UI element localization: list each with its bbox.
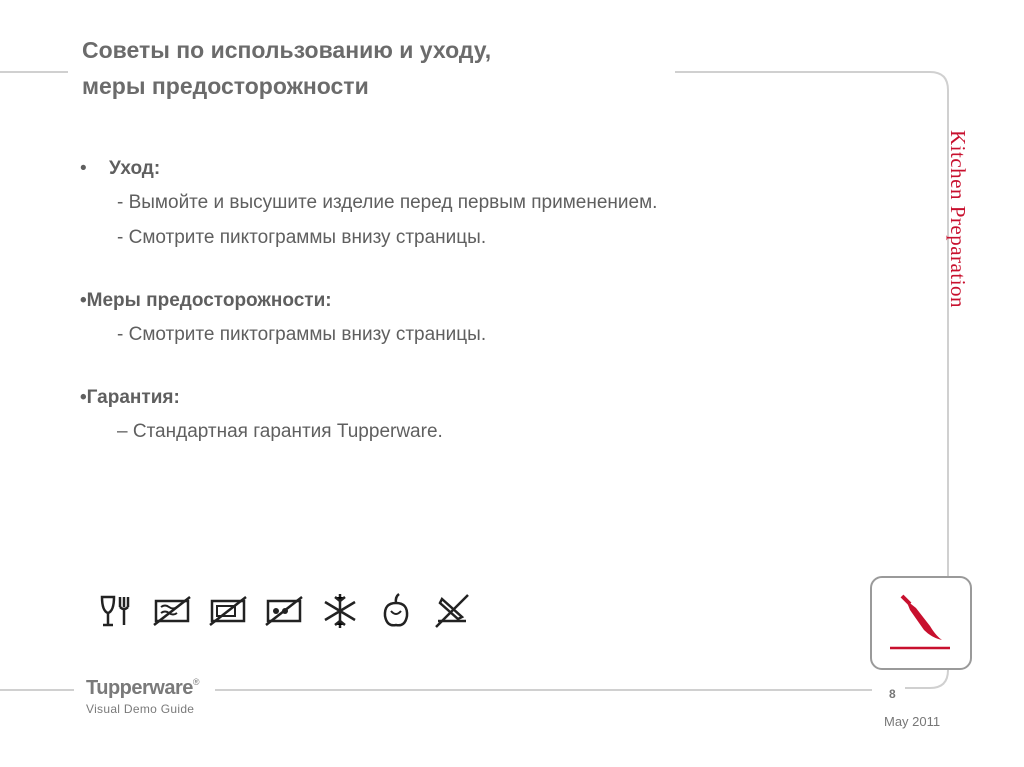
care-item-2: - Смотрите пиктограммы внизу страницы.	[117, 227, 487, 248]
warranty-item-1: – Стандартная гарантия Tupperware.	[117, 421, 443, 442]
freezer-icon	[312, 588, 368, 634]
precautions-heading: •Меры предосторожности:	[80, 290, 332, 311]
no-microwave-icon	[144, 588, 200, 634]
page-number: 8	[889, 687, 896, 701]
no-cut-icon	[424, 588, 480, 634]
knife-icon	[870, 576, 972, 670]
warranty-heading: •Гарантия:	[80, 387, 180, 408]
slide-title	[82, 32, 682, 104]
section-label: Kitchen Preparation	[946, 130, 970, 309]
fruit-icon	[368, 588, 424, 634]
footer-date: May 2011	[884, 714, 941, 729]
care-pictograms	[88, 588, 480, 634]
title-line-2: меры предосторожности	[82, 73, 369, 99]
title-line-1: Советы по использованию и уходу,	[82, 37, 492, 63]
precautions-item-1: - Смотрите пиктограммы внизу страницы.	[117, 324, 487, 345]
food-safe-icon	[88, 588, 144, 634]
brand-subtitle: Visual Demo Guide	[86, 702, 195, 716]
care-heading: Уход:	[109, 158, 161, 179]
brand-name: Tupperware	[86, 677, 193, 699]
care-item-1: - Вымойте и высушите изделие перед первым применением.	[117, 192, 658, 213]
brand-logo	[86, 677, 199, 716]
no-oven-icon	[200, 588, 256, 634]
care-bullet: •	[80, 158, 87, 179]
brand-registered-mark: ®	[192, 677, 200, 687]
no-dishwasher-icon	[256, 588, 312, 634]
